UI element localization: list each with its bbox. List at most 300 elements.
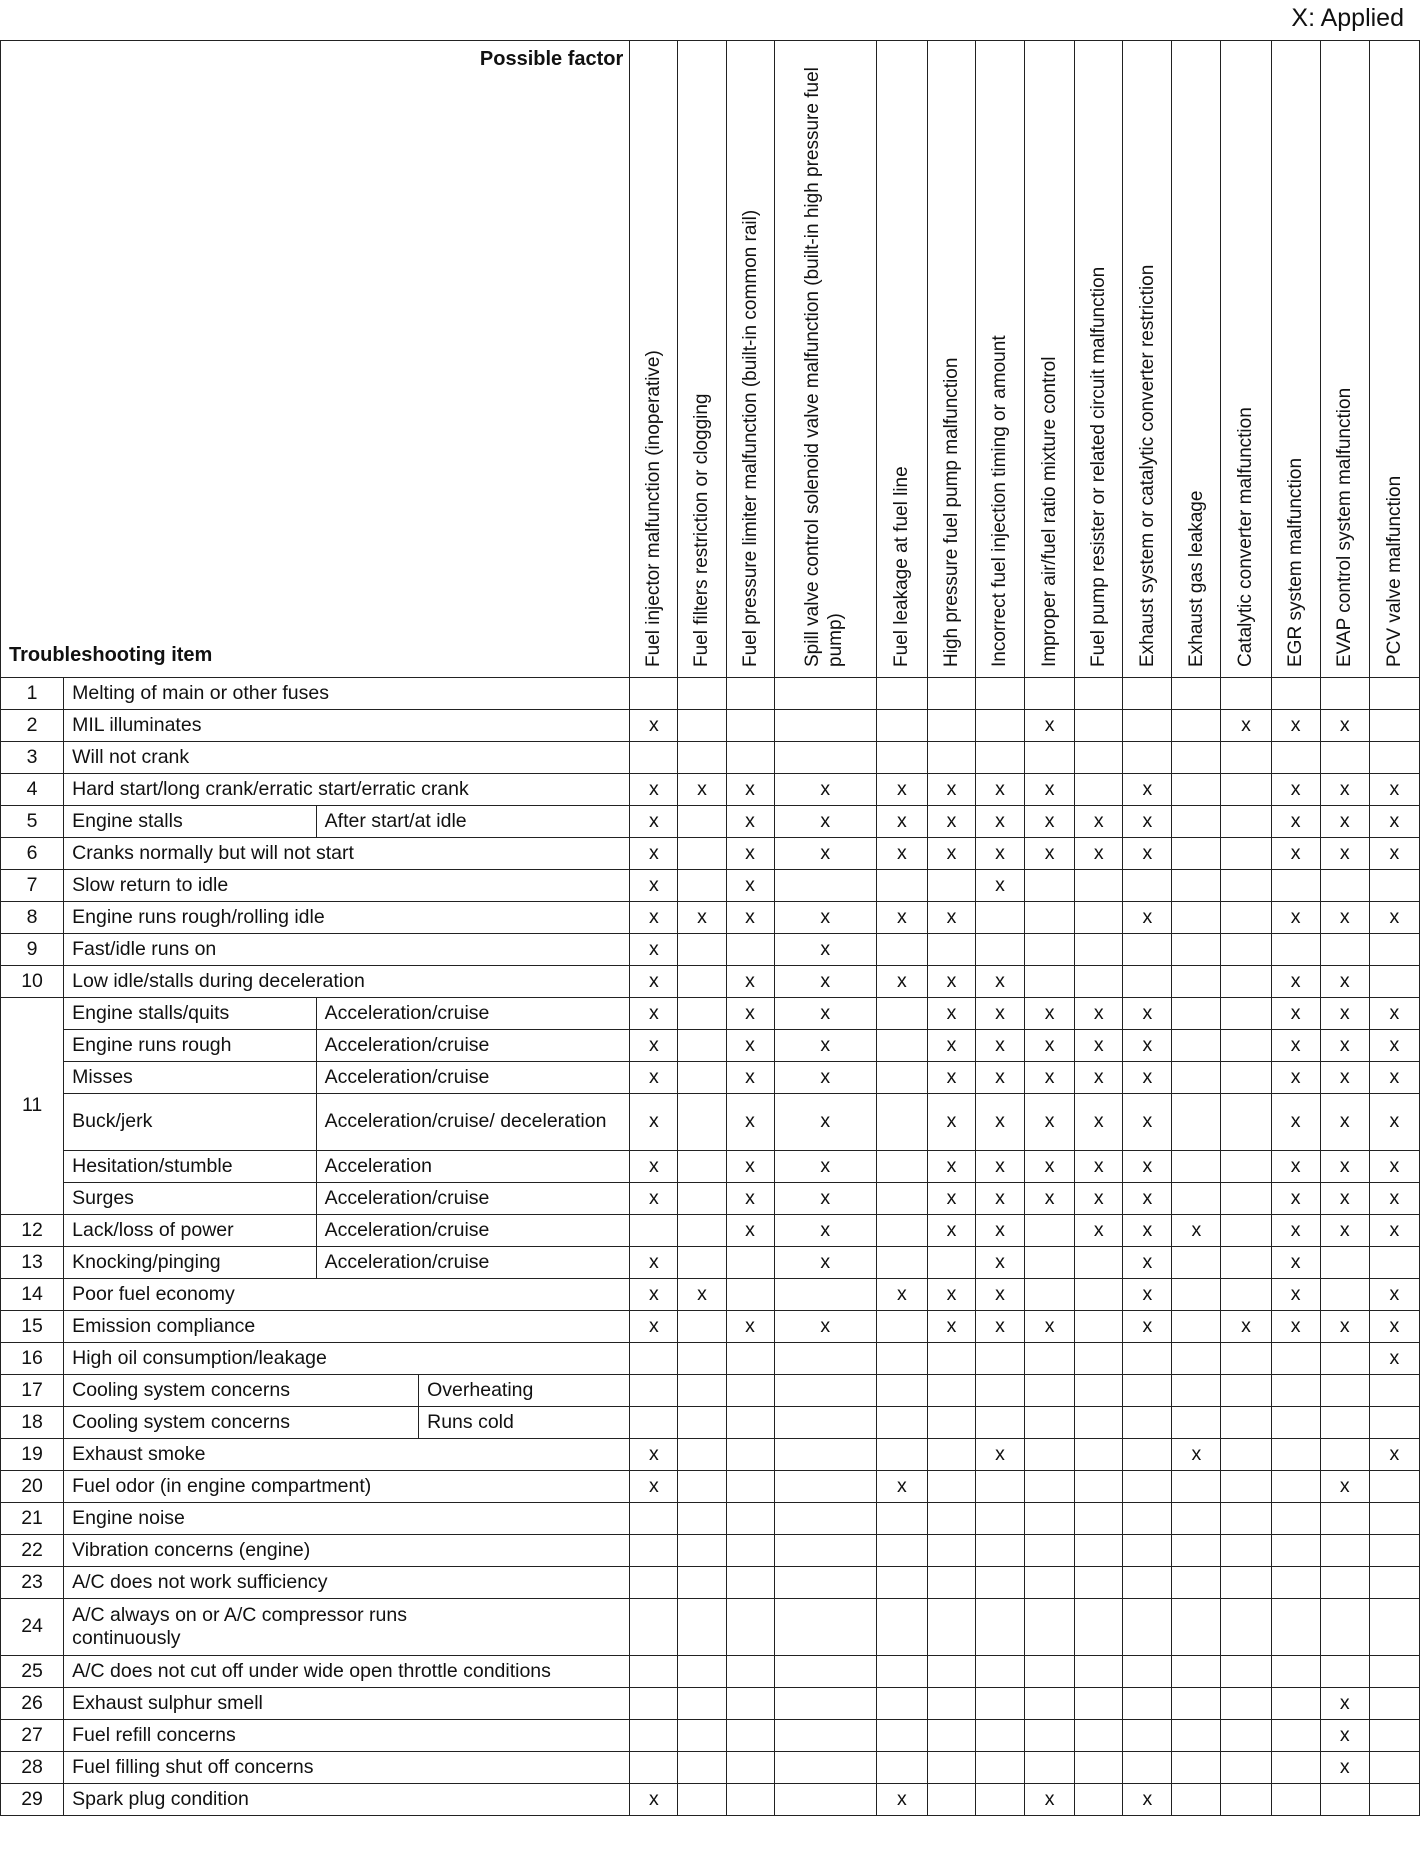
row-number: 16 [1, 1343, 64, 1375]
applied-mark: x [1221, 1311, 1271, 1343]
table-row [1, 1439, 1420, 1471]
applied-mark: x [1075, 1030, 1123, 1062]
applied-mark: x [1320, 1215, 1369, 1247]
applied-mark [927, 1439, 975, 1471]
applied-mark: x [975, 966, 1024, 998]
applied-mark: x [1369, 1183, 1419, 1215]
applied-mark [1075, 1567, 1123, 1599]
applied-mark: x [774, 1215, 876, 1247]
applied-mark: x [1320, 806, 1369, 838]
row-number: 11 [1, 998, 64, 1215]
applied-mark [1123, 1656, 1172, 1688]
applied-mark: x [774, 934, 876, 966]
applied-mark: x [975, 1094, 1024, 1151]
applied-mark: x [678, 902, 726, 934]
table-row [1, 902, 1420, 934]
table-row [1, 1567, 1420, 1599]
trouble-item: Vibration concerns (engine) [64, 1535, 630, 1567]
applied-mark: x [927, 1030, 975, 1062]
applied-mark [1221, 678, 1271, 710]
applied-mark [774, 1471, 876, 1503]
applied-mark [1172, 1688, 1221, 1720]
row-number: 3 [1, 742, 64, 774]
applied-mark [1221, 1599, 1271, 1656]
applied-mark [1123, 1439, 1172, 1471]
trouble-item: Hard start/long crank/erratic start/erratic crank [64, 774, 630, 806]
applied-mark [678, 1030, 726, 1062]
factor-header [1221, 41, 1271, 678]
applied-mark [975, 1688, 1024, 1720]
table-row [1, 1784, 1420, 1816]
applied-mark [678, 966, 726, 998]
applied-mark [774, 1784, 876, 1816]
row-number: 13 [1, 1247, 64, 1279]
applied-mark: x [630, 1247, 678, 1279]
applied-mark: x [678, 774, 726, 806]
applied-mark: x [927, 966, 975, 998]
applied-mark [726, 1688, 774, 1720]
applied-mark: x [1075, 806, 1123, 838]
applied-mark [927, 1471, 975, 1503]
applied-mark: x [1075, 1183, 1123, 1215]
applied-mark: x [927, 998, 975, 1030]
applied-mark [678, 1343, 726, 1375]
applied-mark [927, 1567, 975, 1599]
applied-mark [927, 934, 975, 966]
applied-mark [1221, 1471, 1271, 1503]
applied-mark [1320, 1503, 1369, 1535]
applied-mark [876, 710, 927, 742]
applied-mark: x [927, 1311, 975, 1343]
row-number: 8 [1, 902, 64, 934]
applied-mark [927, 1247, 975, 1279]
applied-mark: x [1271, 1062, 1320, 1094]
applied-mark [876, 1567, 927, 1599]
applied-mark: x [1123, 838, 1172, 870]
factor-header-label: Catalytic converter malfunction [1235, 407, 1257, 667]
applied-mark: x [1320, 774, 1369, 806]
applied-mark: x [1369, 902, 1419, 934]
applied-mark [1221, 1407, 1271, 1439]
applied-mark [1271, 1688, 1320, 1720]
trouble-item: Fuel refill concerns [64, 1720, 630, 1752]
applied-mark [1271, 870, 1320, 902]
applied-mark [927, 1599, 975, 1656]
trouble-item: Cooling system concerns [64, 1375, 419, 1406]
applied-mark [1075, 710, 1123, 742]
applied-mark [1075, 1471, 1123, 1503]
applied-mark [1172, 1471, 1221, 1503]
applied-mark [876, 1094, 927, 1151]
applied-mark [1320, 1407, 1369, 1439]
row-number: 21 [1, 1503, 64, 1535]
applied-mark [927, 742, 975, 774]
applied-mark [726, 1407, 774, 1439]
applied-mark [975, 1407, 1024, 1439]
applied-mark [1271, 1567, 1320, 1599]
applied-mark [1075, 870, 1123, 902]
applied-mark [678, 1503, 726, 1535]
trouble-item: A/C does not work sufficiency [64, 1567, 630, 1599]
applied-mark [630, 1656, 678, 1688]
applied-mark: x [876, 1279, 927, 1311]
factor-header-label: Fuel filters restriction or clogging [691, 393, 713, 667]
row-number: 10 [1, 966, 64, 998]
applied-mark: x [876, 902, 927, 934]
applied-mark [1075, 1535, 1123, 1567]
row-number: 26 [1, 1688, 64, 1720]
applied-mark [726, 1279, 774, 1311]
applied-mark [1075, 1343, 1123, 1375]
row-number: 19 [1, 1439, 64, 1471]
applied-mark [876, 1375, 927, 1407]
applied-mark [774, 1656, 876, 1688]
applied-mark [630, 1343, 678, 1375]
applied-mark: x [927, 1094, 975, 1151]
applied-mark: x [1320, 1062, 1369, 1094]
header-corner [1, 41, 630, 678]
applied-mark [927, 1503, 975, 1535]
applied-mark: x [726, 1030, 774, 1062]
applied-mark [1221, 1183, 1271, 1215]
applied-mark: x [1025, 1062, 1075, 1094]
table-row [1, 774, 1420, 806]
applied-mark [726, 1720, 774, 1752]
table-row [1, 1599, 1420, 1656]
table-row [1, 1215, 1420, 1247]
applied-mark: x [630, 1062, 678, 1094]
applied-mark [927, 870, 975, 902]
applied-mark: x [726, 966, 774, 998]
applied-mark: x [975, 1247, 1024, 1279]
applied-mark [678, 1094, 726, 1151]
applied-mark: x [1271, 838, 1320, 870]
trouble-item: Poor fuel economy [64, 1279, 630, 1311]
applied-mark [1320, 1599, 1369, 1656]
applied-mark [975, 1784, 1024, 1816]
trouble-condition: Runs cold [427, 1411, 514, 1433]
factor-header-label: Incorrect fuel injection timing or amount [989, 335, 1011, 667]
row-number: 29 [1, 1784, 64, 1816]
applied-mark [1221, 1375, 1271, 1407]
applied-mark [1172, 742, 1221, 774]
applied-mark: x [1271, 1030, 1320, 1062]
table-row [1, 838, 1420, 870]
row-number: 6 [1, 838, 64, 870]
table-row [1, 998, 1420, 1030]
table-row [1, 1407, 1420, 1439]
applied-mark: x [927, 902, 975, 934]
applied-mark [1172, 1247, 1221, 1279]
table-row [1, 1247, 1420, 1279]
applied-mark [1271, 1343, 1320, 1375]
applied-mark [726, 1247, 774, 1279]
applied-mark: x [726, 1311, 774, 1343]
applied-mark: x [1075, 1215, 1123, 1247]
applied-mark [1172, 1062, 1221, 1094]
applied-mark: x [1271, 1247, 1320, 1279]
applied-mark [1221, 1535, 1271, 1567]
applied-mark: x [1369, 1030, 1419, 1062]
applied-mark: x [1025, 774, 1075, 806]
applied-mark: x [927, 1151, 975, 1183]
trouble-item: Low idle/stalls during deceleration [64, 966, 630, 998]
trouble-item: Cranks normally but will not start [64, 838, 630, 870]
trouble-item: Spark plug condition [64, 1784, 630, 1816]
applied-mark [678, 1567, 726, 1599]
table-row [1, 1094, 1420, 1151]
applied-mark: x [1271, 1311, 1320, 1343]
applied-mark [678, 742, 726, 774]
applied-mark [1025, 1215, 1075, 1247]
applied-mark [1025, 1503, 1075, 1535]
applied-mark [1025, 678, 1075, 710]
applied-mark [876, 1311, 927, 1343]
trouble-item: Fuel filling shut off concerns [64, 1752, 630, 1784]
row-number: 24 [1, 1599, 64, 1656]
applied-mark: x [1369, 1062, 1419, 1094]
applied-mark: x [1369, 838, 1419, 870]
trouble-item: Surges [64, 1183, 317, 1215]
applied-mark: x [1025, 1151, 1075, 1183]
applied-mark [678, 1311, 726, 1343]
applied-mark: x [1025, 1030, 1075, 1062]
applied-mark [975, 1599, 1024, 1656]
applied-mark [1025, 902, 1075, 934]
trouble-item: Exhaust sulphur smell [64, 1688, 630, 1720]
applied-mark [876, 1656, 927, 1688]
applied-mark [1123, 1407, 1172, 1439]
applied-mark [1221, 742, 1271, 774]
applied-mark [1271, 742, 1320, 774]
applied-mark [1271, 678, 1320, 710]
applied-mark: x [774, 838, 876, 870]
applied-mark [876, 998, 927, 1030]
applied-mark [975, 1375, 1024, 1407]
applied-mark [927, 1656, 975, 1688]
applied-mark: x [927, 1279, 975, 1311]
applied-mark [1320, 1784, 1369, 1816]
applied-mark [1271, 1439, 1320, 1471]
applied-mark: x [774, 1062, 876, 1094]
applied-mark: x [1320, 966, 1369, 998]
trouble-item: Emission compliance [64, 1311, 630, 1343]
factor-header-label: Fuel pump resister or related circuit malfunction [1088, 266, 1110, 667]
applied-mark [975, 1752, 1024, 1784]
applied-mark: x [1369, 998, 1419, 1030]
factor-header [774, 41, 876, 678]
applied-mark [678, 1656, 726, 1688]
row-number: 27 [1, 1720, 64, 1752]
applied-mark [678, 1439, 726, 1471]
applied-mark [975, 1720, 1024, 1752]
applied-mark [1075, 742, 1123, 774]
applied-mark [1221, 934, 1271, 966]
applied-mark: x [630, 1151, 678, 1183]
applied-mark: x [975, 1062, 1024, 1094]
applied-mark: x [1320, 1471, 1369, 1503]
applied-mark [1075, 902, 1123, 934]
trouble-item: High oil consumption/leakage [64, 1343, 630, 1375]
applied-mark [876, 1030, 927, 1062]
applied-mark [1221, 902, 1271, 934]
applied-mark [1271, 1720, 1320, 1752]
applied-mark [630, 1215, 678, 1247]
applied-mark [774, 742, 876, 774]
applied-mark [1271, 1656, 1320, 1688]
applied-mark [726, 1567, 774, 1599]
applied-mark: x [1369, 806, 1419, 838]
applied-mark [726, 1375, 774, 1407]
applied-mark [1075, 1784, 1123, 1816]
applied-mark [927, 1407, 975, 1439]
trouble-item: Will not crank [64, 742, 630, 774]
applied-mark: x [1271, 998, 1320, 1030]
applied-mark: x [1369, 1311, 1419, 1343]
applied-mark: x [726, 806, 774, 838]
applied-mark [1369, 934, 1419, 966]
applied-mark: x [927, 806, 975, 838]
applied-mark: x [1123, 774, 1172, 806]
applied-mark: x [927, 1183, 975, 1215]
applied-mark: x [726, 1215, 774, 1247]
trouble-item: Slow return to idle [64, 870, 630, 902]
applied-mark: x [1123, 1784, 1172, 1816]
applied-mark [927, 1720, 975, 1752]
applied-mark [975, 934, 1024, 966]
applied-mark [876, 1247, 927, 1279]
applied-mark [1369, 710, 1419, 742]
applied-mark [927, 1752, 975, 1784]
applied-mark: x [630, 998, 678, 1030]
factor-header-label: High pressure fuel pump malfunction [940, 357, 962, 667]
table-row [1, 1471, 1420, 1503]
factor-header [1271, 41, 1320, 678]
row-number: 15 [1, 1311, 64, 1343]
applied-mark: x [1369, 1343, 1419, 1375]
applied-mark [678, 1215, 726, 1247]
applied-mark [975, 742, 1024, 774]
trouble-item: Knocking/pinging [64, 1247, 317, 1279]
applied-mark [678, 1599, 726, 1656]
applied-mark [1221, 998, 1271, 1030]
table-row [1, 966, 1420, 998]
applied-mark [1172, 806, 1221, 838]
trouble-item: A/C always on or A/C compressor runs continuously [64, 1599, 630, 1656]
table-row [1, 1752, 1420, 1784]
applied-mark [726, 1343, 774, 1375]
applied-mark: x [774, 1151, 876, 1183]
applied-mark [1369, 1535, 1419, 1567]
applied-mark: x [1172, 1439, 1221, 1471]
trouble-condition: Acceleration/cruise [316, 1183, 630, 1215]
trouble-condition: Acceleration/cruise [316, 1247, 630, 1279]
applied-mark [927, 1375, 975, 1407]
trouble-condition: Acceleration/cruise [316, 1062, 630, 1094]
applied-mark [678, 934, 726, 966]
applied-mark: x [1123, 1183, 1172, 1215]
applied-mark: x [630, 870, 678, 902]
applied-mark [1221, 1784, 1271, 1816]
applied-mark: x [1123, 1094, 1172, 1151]
trouble-item: Melting of main or other fuses [64, 678, 630, 710]
applied-mark: x [774, 1311, 876, 1343]
applied-mark [630, 742, 678, 774]
applied-mark [1271, 1535, 1320, 1567]
applied-mark: x [975, 1311, 1024, 1343]
applied-mark [1369, 1375, 1419, 1407]
factor-header [1123, 41, 1172, 678]
applied-mark [678, 710, 726, 742]
applied-mark [726, 710, 774, 742]
applied-mark: x [774, 998, 876, 1030]
applied-mark [1172, 902, 1221, 934]
applied-mark: x [678, 1279, 726, 1311]
applied-mark [1172, 1311, 1221, 1343]
applied-mark: x [630, 902, 678, 934]
applied-mark: x [726, 998, 774, 1030]
applied-mark [1271, 1407, 1320, 1439]
applied-mark: x [1320, 710, 1369, 742]
applied-mark: x [927, 1215, 975, 1247]
applied-mark [678, 1062, 726, 1094]
table-row [1, 1062, 1420, 1094]
applied-mark [1123, 966, 1172, 998]
applied-mark [1025, 1279, 1075, 1311]
applied-mark [774, 1567, 876, 1599]
applied-mark: x [726, 1183, 774, 1215]
row-number: 20 [1, 1471, 64, 1503]
applied-mark [1369, 870, 1419, 902]
applied-mark [876, 678, 927, 710]
applied-mark: x [1320, 1688, 1369, 1720]
applied-mark [1075, 1688, 1123, 1720]
applied-mark [1369, 1471, 1419, 1503]
factor-header [876, 41, 927, 678]
applied-mark [1221, 1656, 1271, 1688]
applied-mark [1075, 1375, 1123, 1407]
applied-mark [1271, 1752, 1320, 1784]
applied-mark [1123, 1567, 1172, 1599]
applied-mark [1369, 1247, 1419, 1279]
applied-mark: x [1025, 838, 1075, 870]
applied-mark: x [1271, 1279, 1320, 1311]
row-number: 23 [1, 1567, 64, 1599]
applied-mark [1123, 742, 1172, 774]
applied-mark: x [1320, 998, 1369, 1030]
applied-mark [1075, 1311, 1123, 1343]
applied-mark: x [630, 838, 678, 870]
applied-mark [1271, 1471, 1320, 1503]
applied-mark: x [1025, 1094, 1075, 1151]
applied-mark [1075, 774, 1123, 806]
row-number: 2 [1, 710, 64, 742]
applied-mark: x [774, 966, 876, 998]
applied-mark [678, 998, 726, 1030]
trouble-item: Buck/jerk [64, 1094, 317, 1151]
applied-mark [630, 1752, 678, 1784]
factor-header [1369, 41, 1419, 678]
applied-mark [774, 1688, 876, 1720]
table-row [1, 1030, 1420, 1062]
trouble-item: Engine runs rough/rolling idle [64, 902, 630, 934]
applied-mark [1172, 998, 1221, 1030]
applied-mark [1123, 1720, 1172, 1752]
table-row [1, 1688, 1420, 1720]
applied-mark: x [975, 1183, 1024, 1215]
applied-mark [774, 678, 876, 710]
applied-mark [1320, 742, 1369, 774]
